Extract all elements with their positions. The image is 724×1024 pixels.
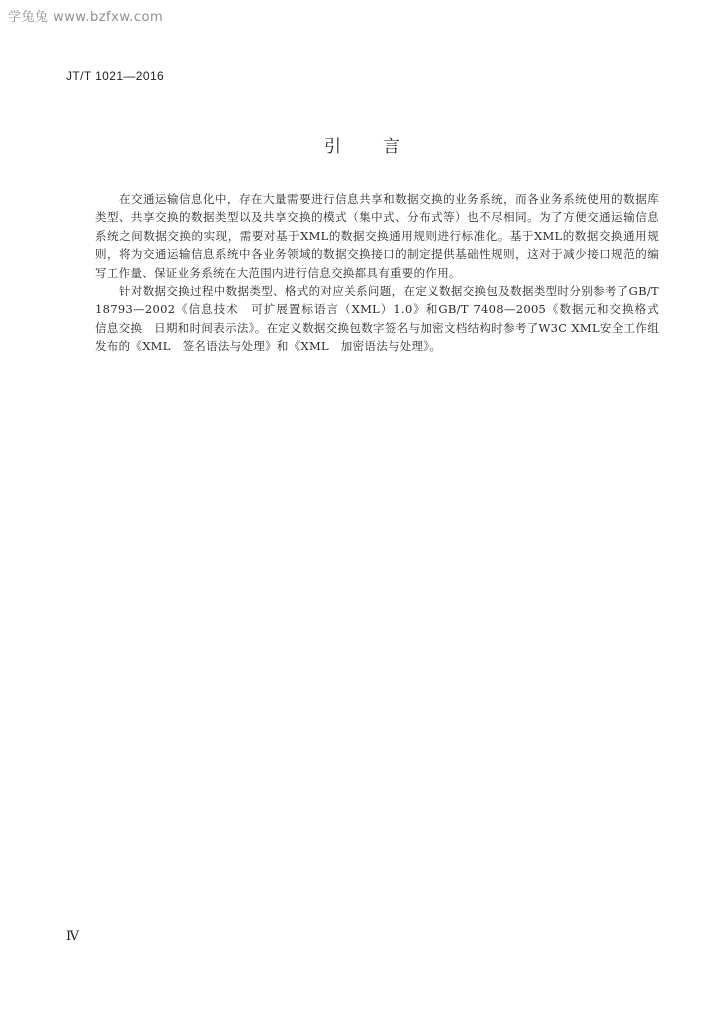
paragraph-2: 针对数据交换过程中数据类型、格式的对应关系问题，在定义数据交换包及数据类型时分别参考了GB/T 18793—2002《信息技术 可扩展置标语言（XML）1.0》和GB/T 7408—2005《数据元和交换格式 信息交换 日期和时间表示法》。在定义数据交换包数字签名与加密文档结构时参考了W3C XML安全工作组发布的《XML 签名语法与处理》和《XML 加密语法与处理》。 — [95, 284, 671, 354]
section-title-char-1: 引 — [324, 137, 341, 157]
section-title-char-2: 言 — [383, 137, 400, 157]
watermark: 学兔兔 www.bzfxw.com — [8, 10, 164, 25]
paragraph-1: 在交通运输信息化中，存在大量需要进行信息共享和数据交换的业务系统，而各业务系统使用的数据库类型、共享交换的数据类型以及共享交换的模式（集中式、分布式等）也不尽相同。为了方便交通运输信息系统之间数据交换的实现，需要对基于XML的数据交换通用规则进行标准化。基于XML的数据交换通用规则，将为交通运输信息系统中各业务领域的数据交换接口的制定提供基础性规则，这对于减少接口规范的编写工作量、保证业务系统在大范围内进行信息交换都具有重要的作用。 — [95, 192, 659, 280]
body-text — [95, 190, 671, 356]
section-title — [0, 132, 724, 157]
page-number: Ⅳ — [66, 929, 79, 944]
standard-code-header: JT/T 1021—2016 — [66, 69, 165, 83]
